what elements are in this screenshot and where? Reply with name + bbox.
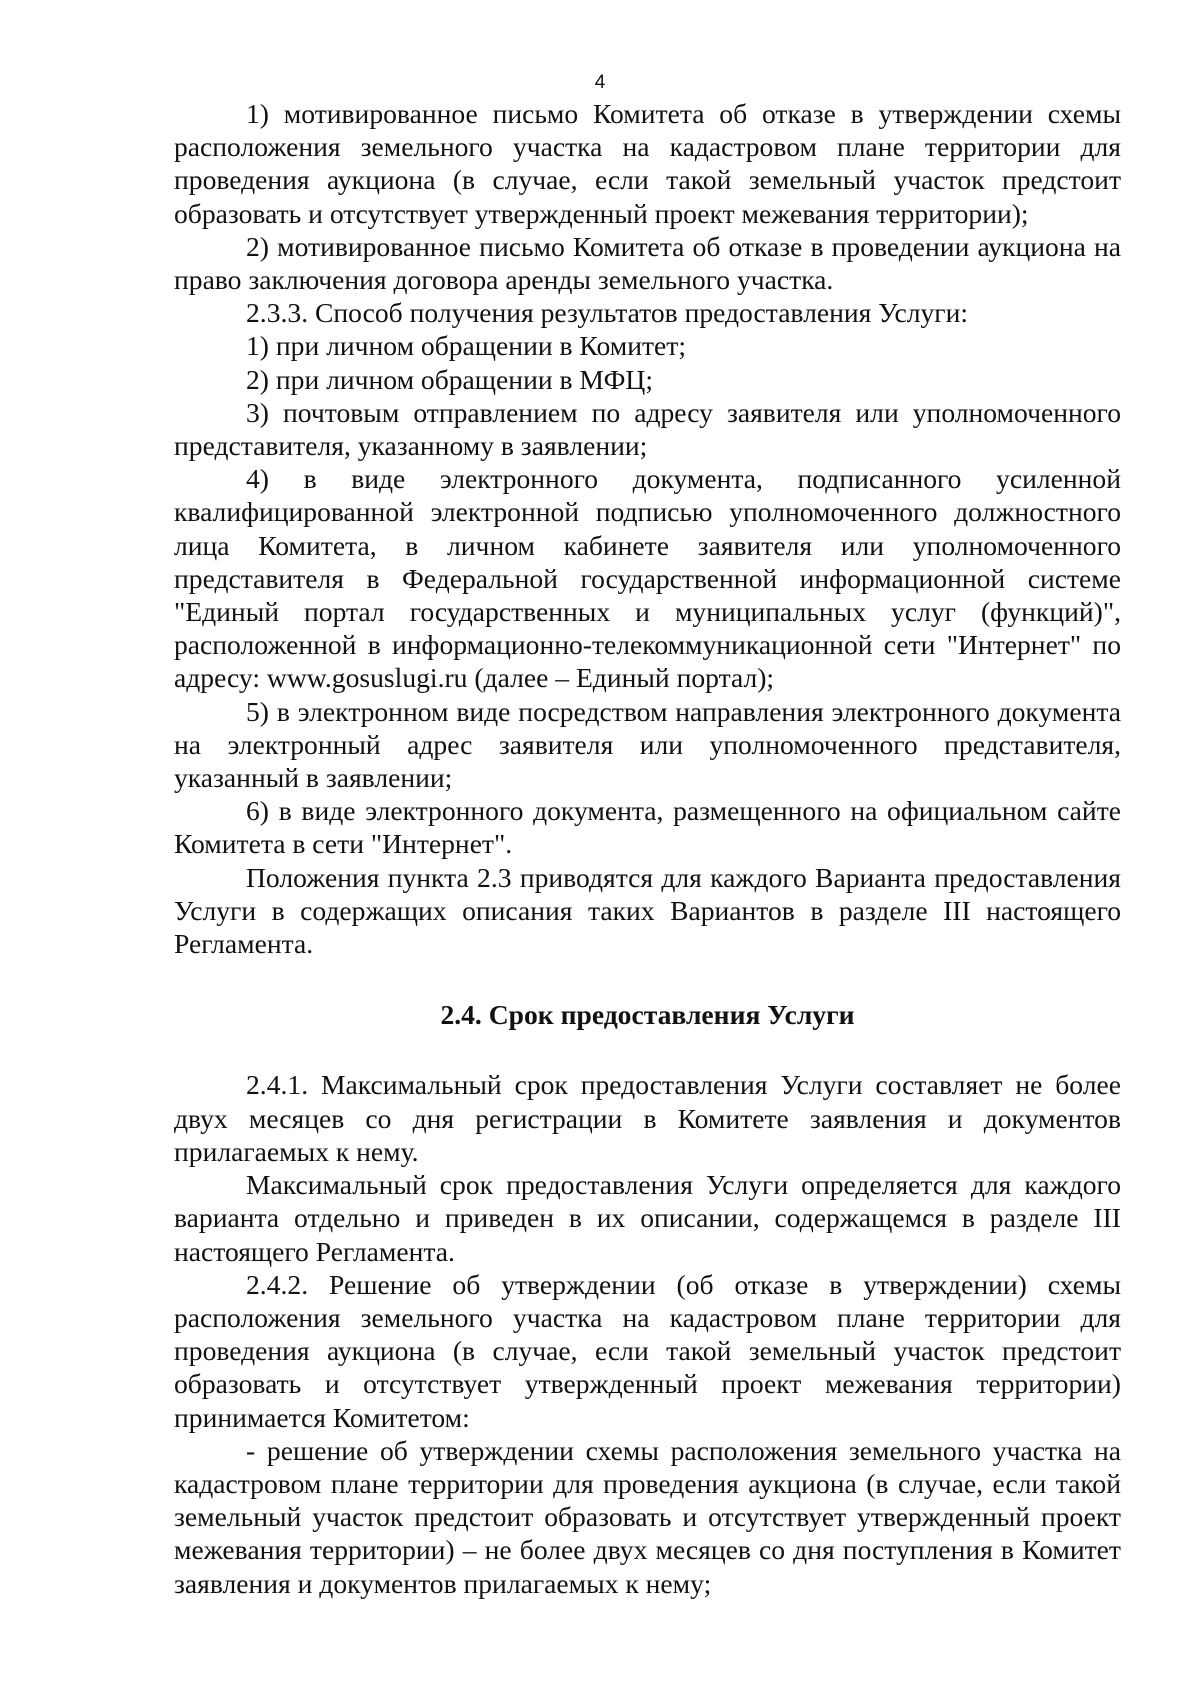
method-item-6: 6) в виде электронного документа, размещенного на официальном сайте Комитета в сети "Интернет". bbox=[174, 795, 1121, 860]
method-item-1: 1) при личном обращении в Комитет; bbox=[246, 330, 686, 362]
clause-2-3-3: 2.3.3. Способ получения результатов предоставления Услуги: bbox=[246, 297, 969, 329]
method-item-4: 4) в виде электронного документа, подписанного усиленной квалифицированной электронной подписью уполномоченного должностного лица Комитета, в личном кабинете заявителя или уполномоченного представителя в Федеральной государственной информационной системе "Единый портал государственных и муниципальных услуг (функций)", расположенной в информационно-телекоммуникационной сети "Интернет" по адресу: www.gosuslugi.ru (далее – Единый портал); bbox=[174, 463, 1121, 694]
section-heading: 2.4. Срок предоставления Услуги bbox=[440, 999, 855, 1031]
max-term-note: Максимальный срок предоставления Услуги определяется для каждого варианта отдельно и приведен в их описании, содержащемся в разделе III настоящего Регламента. bbox=[174, 1169, 1121, 1267]
clause-2-4-2: 2.4.2. Решение об утверждении (об отказе в утверждении) схемы расположения земельного участка на кадастровом плане территории для проведения аукциона (в случае, если такой земельный участок предстоит образовать и отсутствует утвержденный проект межевания территории) принимается Комитетом: bbox=[174, 1268, 1121, 1433]
result-item-2: 2) мотивированное письмо Комитета об отказе в проведении аукциона на право заключения договора аренды земельного участка. bbox=[174, 230, 1121, 296]
document-body bbox=[174, 97, 1121, 1600]
method-item-5: 5) в электронном виде посредством направления электронного документа на электронный адрес заявителя или уполномоченного представителя, указанный в заявлении; bbox=[174, 695, 1121, 794]
method-item-3: 3) почтовым отправлением по адресу заявителя или уполномоченного представителя, указанному в заявлении; bbox=[174, 396, 1121, 462]
result-item-1: 1) мотивированное письмо Комитета об отказе в утверждении схемы расположения земельного участка на кадастровом плане территории для проведения аукциона (в случае, если такой земельный участок предстоит образовать и отсутствует утвержденный проект межевания территории); bbox=[174, 98, 1121, 229]
method-item-2: 2) при личном обращении в МФЦ; bbox=[246, 363, 653, 395]
provisions-note: Положения пункта 2.3 приводятся для каждого Варианта предоставления Услуги в содержащих описания таких Вариантов в разделе III настоящего Регламента. bbox=[174, 861, 1121, 960]
decision-item: - решение об утверждении схемы расположения земельного участка на кадастровом плане территории для проведения аукциона (в случае, если такой земельный участок предстоит образовать и отсутствует утвержденный проект межевания территории) – не более двух месяцев со дня поступления в Комитет заявления и документов прилагаемых к нему; bbox=[174, 1434, 1121, 1599]
clause-2-4-1: 2.4.1. Максимальный срок предоставления Услуги составляет не более двух месяцев со дня регистрации в Комитете заявления и документов прилагаемых к нему. bbox=[174, 1069, 1121, 1167]
page-number: 4 bbox=[594, 72, 606, 93]
